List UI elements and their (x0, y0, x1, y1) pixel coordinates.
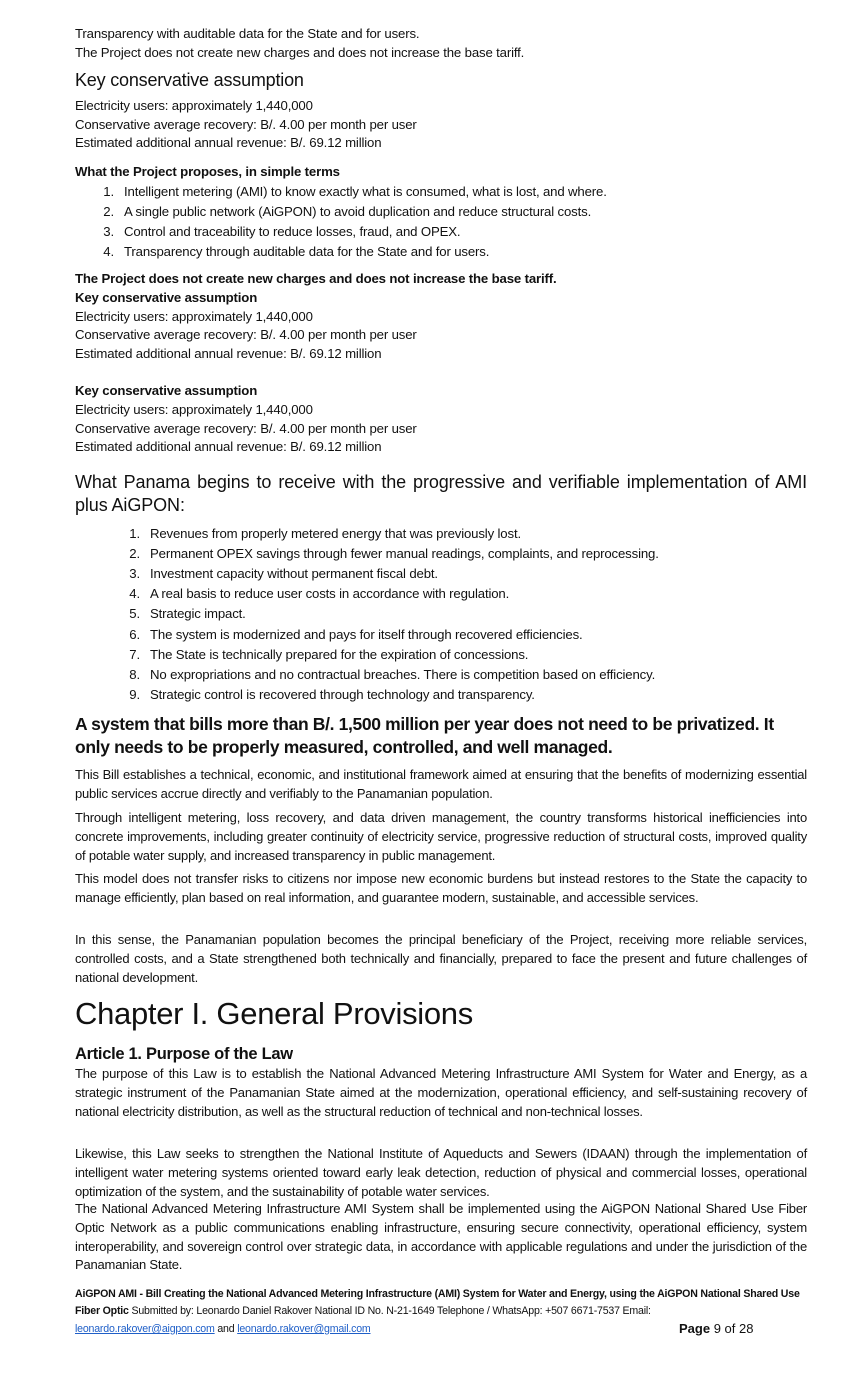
list-text: Revenues from properly metered energy that was previously lost. (150, 526, 521, 541)
list-item (115, 544, 659, 563)
list-number: 3. (129, 566, 140, 581)
list-text: Permanent OPEX savings through fewer manual readings, complaints, and reprocessing. (150, 546, 659, 561)
text-line: Estimated additional annual revenue: B/. 69.12 million (75, 346, 382, 361)
list-text: Strategic impact. (150, 606, 246, 621)
assumption-heading: Key conservative assumption (75, 290, 258, 305)
list-number: 4. (103, 244, 114, 259)
list-number: 2. (129, 546, 140, 561)
list-number: 7. (129, 647, 140, 662)
list-item (89, 222, 460, 241)
list-item (115, 625, 583, 644)
list-item (115, 584, 509, 603)
text-line: Transparency with auditable data for the State and for users. (75, 26, 420, 41)
list-number: 8. (129, 667, 140, 682)
list-number: 3. (103, 224, 114, 239)
paragraph: Likewise, this Law seeks to strengthen the National Institute of Aqueducts and Sewers (IDAAN) through the implementation of intelligent water metering systems oriented toward early leak detection, reduction of physical and commercial losses, operational optimization of the system, and the sustainability of potable water services. (75, 1146, 807, 1199)
list-text: Transparency through auditable data for the State and for users. (124, 244, 490, 259)
list-item (115, 685, 535, 704)
list-number: 2. (103, 204, 114, 219)
text-line: Electricity users: approximately 1,440,000 (75, 309, 313, 324)
assumption-heading: Key conservative assumption (75, 383, 258, 398)
paragraph: The purpose of this Law is to establish the National Advanced Metering Infrastructure AMI System for Water and Energy, as a strategic instrument of the Panamanian State aimed at the modernization, operational efficiency, and self-sustaining recovery of national electricity distribution, as well as the structural reduction of technical and non-technical losses. (75, 1066, 807, 1119)
list-item (89, 242, 489, 261)
paragraph: This model does not transfer risks to citizens nor impose new economic burdens but instead restores to the State the capacity to manage efficiently, plan based on real information, and guarantee modern, sustainable, and accessible services. (75, 871, 807, 905)
list-number: 1. (103, 184, 114, 199)
benefits-heading: What Panama begins to receive with the progressive and verifiable implementation of AMI plus AiGPON: (75, 472, 807, 515)
list-item (115, 604, 246, 623)
footer-title: AiGPON AMI - Bill Creating the National Advanced Metering Infrastructure (AMI) System for Water and Energy, using the AiGPON National Shared Use Fiber Optic (75, 1288, 800, 1317)
list-item (115, 564, 438, 583)
tariff-statement: The Project does not create new charges and does not increase the base tariff. (75, 271, 557, 286)
list-text: Control and traceability to reduce losses, fraud, and OPEX. (124, 224, 461, 239)
list-number: 6. (129, 627, 140, 642)
list-number: 9. (129, 687, 140, 702)
list-text: Investment capacity without permanent fiscal debt. (150, 566, 438, 581)
text-line: Electricity users: approximately 1,440,000 (75, 98, 313, 113)
list-item (115, 645, 528, 664)
paragraph: This Bill establishes a technical, economic, and institutional framework aimed at ensuring that the benefits of modernizing essential public services accrue directly and verifiably to the Panamanian population. (75, 767, 807, 801)
list-item (89, 182, 607, 201)
list-number: 5. (129, 606, 140, 621)
paragraph: Through intelligent metering, loss recovery, and data driven management, the country transforms historical inefficiencies into concrete improvements, including greater continuity of electricity service, progressive reduction of structural costs, improved quality of potable water supply, and increased transparency in public management. (75, 810, 807, 863)
email-link-gmail[interactable]: leonardo.rakover@gmail.com (237, 1323, 371, 1335)
list-text: A real basis to reduce user costs in accordance with regulation. (150, 586, 510, 601)
email-link-aigpon[interactable]: leonardo.rakover@aigpon.com (75, 1323, 215, 1335)
paragraph: In this sense, the Panamanian population becomes the principal beneficiary of the Project, receiving more reliable services, controlled costs, and a State strengthened both technically and financially, prepared to face the present and future challenges of national development. (75, 932, 807, 985)
text-line: Conservative average recovery: B/. 4.00 per month per user (75, 117, 417, 132)
list-text: Intelligent metering (AMI) to know exactly what is consumed, what is lost, and where. (124, 184, 607, 199)
list-text: A single public network (AiGPON) to avoid duplication and reduce structural costs. (124, 204, 592, 219)
list-number: 1. (129, 526, 140, 541)
text-line: Estimated additional annual revenue: B/. 69.12 million (75, 135, 382, 150)
list-number: 4. (129, 586, 140, 601)
list-text: No expropriations and no contractual breaches. There is competition based on efficiency. (150, 667, 656, 682)
text-line: Estimated additional annual revenue: B/. 69.12 million (75, 439, 382, 454)
text-line: Electricity users: approximately 1,440,000 (75, 402, 313, 417)
list-text: The system is modernized and pays for itself through recovered efficiencies. (150, 627, 583, 642)
page-footer (75, 1286, 807, 1320)
paragraph: The National Advanced Metering Infrastructure AMI System shall be implemented using the AiGPON National Shared Use Fiber Optic Network as a public communications enabling infrastructure, ensuring secure connectivity, operational efficiency, system interoperability, and sovereign control over strategic data, in accordance with applicable regulations and under the jurisdiction of the Panamanian State. (75, 1201, 807, 1273)
text-line: Conservative average recovery: B/. 4.00 per month per user (75, 327, 417, 342)
section-heading: Key conservative assumption (75, 70, 304, 90)
list-item (115, 524, 521, 543)
text-line: Conservative average recovery: B/. 4.00 per month per user (75, 421, 417, 436)
footer-and: and (214, 1323, 238, 1335)
chapter-title: Chapter I. General Provisions (75, 996, 473, 1031)
text-line: The Project does not create new charges and does not increase the base tariff. (75, 45, 525, 60)
article-title: Article 1. Purpose of the Law (75, 1045, 293, 1063)
page-number (679, 1320, 753, 1337)
list-text: Strategic control is recovered through technology and transparency. (150, 687, 535, 702)
list-item (89, 202, 591, 221)
list-text: The State is technically prepared for the expiration of concessions. (150, 647, 529, 662)
page-label: Page (679, 1321, 711, 1336)
list-item (115, 665, 655, 684)
page-count: 9 of 28 (710, 1321, 754, 1336)
proposal-heading: What the Project proposes, in simple terms (75, 164, 340, 179)
key-statement: A system that bills more than B/. 1,500 million per year does not need to be privatized. It only needs to be properly measured, controlled, and well managed. (75, 714, 774, 757)
footer-submitted: Submitted by: Leonardo Daniel Rakover National ID No. N-21-1649 Telephone / WhatsApp: +507 6671-7537 Email: (128, 1305, 651, 1317)
